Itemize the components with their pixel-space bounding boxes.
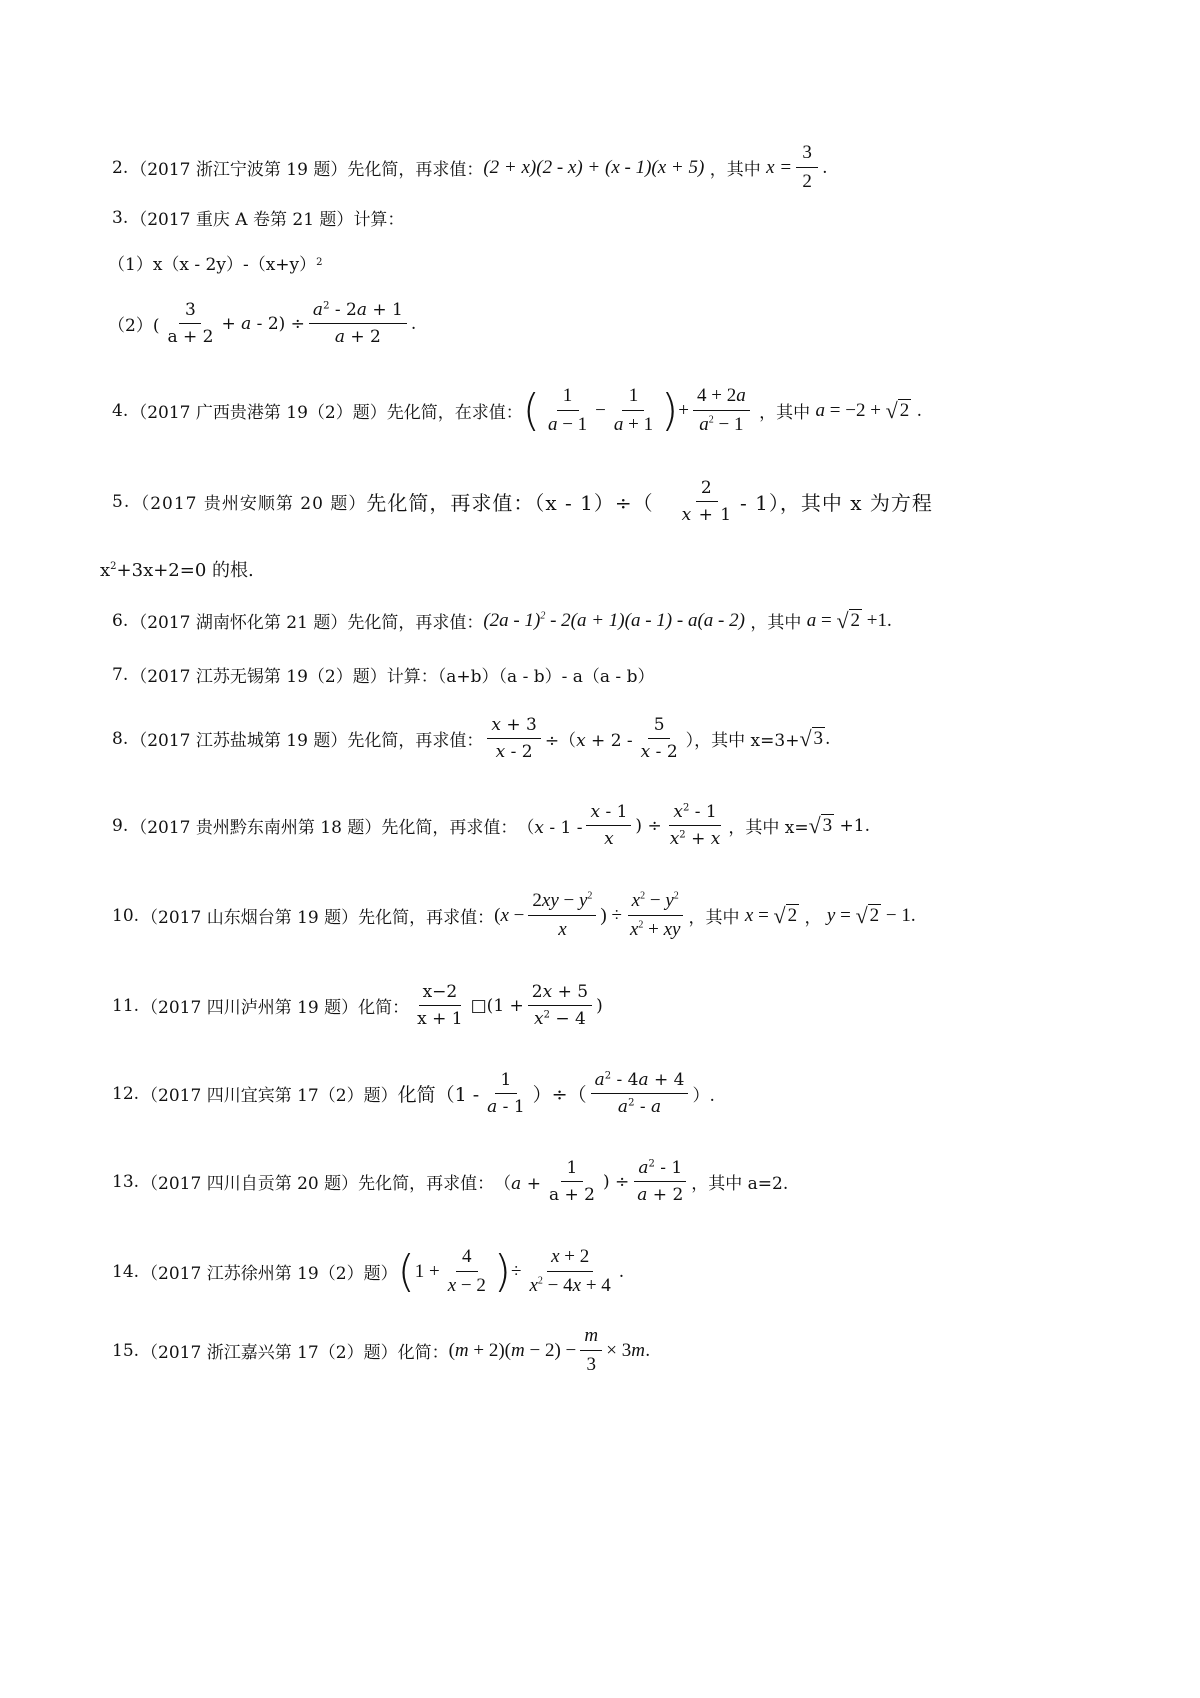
problem-source: （2017 四川宜宾第 17（2）题） (141, 1086, 398, 1106)
problem-text: 化简（1 - (397, 1084, 480, 1106)
problem-source: （2017 江苏徐州第 19（2）题） (141, 1264, 398, 1284)
problem-2: 2. （2017 浙江宁波第 19 题） 先化简，再求值： (2 + x)(2 - x) + (x - 1)(x + 5) ，其中 x = $\frac{3}{2}$ . (112, 142, 828, 192)
problem-text: 先化简，再求值： (358, 908, 495, 928)
problem-number: 15. (112, 1340, 140, 1361)
problem-tail: . (618, 1261, 625, 1282)
problem-number: 11. (112, 995, 140, 1016)
problem-tail: - 1），其中 x 为方程 (740, 491, 933, 515)
fraction: $\frac{1}{a + 2}$ (548, 1158, 595, 1205)
fraction: $\frac{x - 1}{x}$ (586, 802, 631, 849)
problem-number: 13. (112, 1171, 140, 1192)
problem-number: 5. (112, 491, 131, 512)
problem-source: （2017 贵州黔东南州第 18 题） (130, 818, 382, 838)
problem-12 (112, 1070, 715, 1117)
problem-number: 4. (112, 400, 129, 421)
problem-source: （2017 浙江宁波第 19 题） (130, 160, 348, 180)
problem-6: 6. （2017 湖南怀化第 21 题） 先化简，再求值： (2a - 1)$^2$ - 2(a + 1)(a - 1) - a(a - 2) ，其中 a = √ 2 +1. (112, 607, 892, 633)
fraction: $\frac{x^2 - y^2}{x^2 + xy}$ (626, 890, 685, 941)
math-expression: (2 + x)(2 - x) + (x - 1)(x + 5) (483, 156, 705, 178)
problem-number: 12. (112, 1083, 140, 1104)
problem-source: （2017 广西贵港第 19（2）题） (130, 403, 387, 423)
problem-number: 6. (112, 610, 129, 631)
problem-text: 先化简，再求值：（x - 1）÷（ (366, 491, 654, 515)
sqrt: √ 2 (855, 902, 880, 928)
problem-number: 10. (112, 905, 140, 926)
fraction: $\frac{1}{a - 1}$ (487, 1070, 525, 1117)
problem-source: （2017 江苏无锡第 19（2）题） (130, 667, 387, 687)
sqrt: √ 2 (773, 902, 798, 928)
problem-text: 先化简，在求值： (386, 403, 523, 423)
problem-10: 10. （2017 山东烟台第 19 题） 先化简，再求值： (x − $\frac{2xy - y^2}{x}$ ) ÷ $\frac{x^2 - y^2}{x^2 + xy}$ ，其中 x = √ 2 ， y = √ 2 − 1. (112, 890, 916, 940)
problem-tail: . (644, 1340, 651, 1361)
problem-3 (112, 205, 404, 230)
problem-end: ）. (692, 1086, 715, 1106)
problem-text: 化简： (358, 998, 410, 1018)
fraction: $\frac{2}{x + 1}$ (681, 478, 733, 525)
problem-tail: ，其中 a=2. (691, 1174, 789, 1194)
problem-source: （2017 四川泸州第 19 题） (141, 998, 359, 1018)
problem-4: 4. （2017 广西贵港第 19（2）题） 先化简，在求值： ( $\frac{1}{a - 1}$ − $\frac{1}{a + 1}$ ) + $\frac{4 + 2a}{a^2 - 1}$ ，其中 a = −2 + √ 2 . (112, 384, 923, 436)
problem-8: 8. （2017 江苏盐城第 19 题） 先化简，再求值： $\frac{x + 3}{x - 2}$ ÷（x + 2 - $\frac{5}{x - 2}$ ），其中 x=3+ √ 3 . (112, 715, 831, 762)
problem-number: 14. (112, 1261, 140, 1282)
problem-number: 7. (112, 664, 129, 685)
fraction: $\frac{x + 2}{x^2 - 4x + 4}$ (529, 1246, 611, 1296)
sqrt: √ 2 (885, 397, 910, 423)
sqrt: √ 2 (836, 607, 861, 633)
problem-3-part-2: （2）( $\frac{3}{a + 2}$ + a - 2) ÷ $\frac{a^2 - 2a + 1}{a + 2}$ . (108, 300, 417, 347)
problem-source: （2017 山东烟台第 19 题） (141, 908, 359, 928)
problem-text: 先化简，再求值： (347, 731, 484, 751)
fraction: $\frac{a^2 - 2a + 1}{a + 2}$ (309, 300, 407, 347)
problem-11: 11. （2017 四川泸州第 19 题） 化简： $\frac{x-2}{x + 1}$ □(1 + $\frac{2x + 5}{x^2 - 4}$ ) (112, 982, 603, 1029)
math-expression: (2a - 1)$^2$ - 2(a + 1)(a - 1) - a(a - 2) (483, 609, 745, 631)
problem-text: 先化简，再求值： (358, 1174, 495, 1194)
problem-5 (112, 478, 933, 525)
problem-source: （2017 浙江嘉兴第 17（2）题） (141, 1343, 398, 1363)
problem-9: 9. （2017 贵州黔东南州第 18 题） 先化简，再求值： （x - 1 - $\frac{x - 1}{x}$ ) ÷ $\frac{x^2 - 1}{x^2 + x}$ ，其中 x= √ 3 +1. (112, 802, 871, 849)
problem-source: （2017 贵州安顺第 20 题） (132, 494, 367, 514)
problem-source: （2017 四川自贡第 20 题） (141, 1174, 359, 1194)
problem-text: 计算： (353, 210, 405, 230)
fraction: $\frac{a^2 - 1}{a + 2}$ (633, 1158, 687, 1205)
problem-14: 14. （2017 江苏徐州第 19（2）题） ( 1 + $\frac{4}{x - 2}$ ) ÷ $\frac{x + 2}{x^2 - 4x + 4}$ . (112, 1245, 625, 1297)
fraction: $\frac{4 + 2a}{a^2 - 1}$ (693, 385, 750, 436)
problem-number: 9. (112, 815, 129, 836)
problem-15: 15. （2017 浙江嘉兴第 17（2）题） 化简： (m + 2)(m − 2) − $\frac{m}{3}$ × 3m . (112, 1325, 651, 1375)
problem-source: （2017 重庆 A 卷第 21 题） (130, 210, 354, 230)
problem-number: 8. (112, 728, 129, 749)
fraction: $\frac{3}{a + 2}$ (167, 300, 214, 347)
problem-text: 计算：（a+b）（a - b）- a（a - b） (386, 667, 655, 687)
fraction: $\frac{5}{x - 2}$ (640, 715, 678, 762)
fraction: $\frac{2x + 5}{x^2 - 4}$ (528, 982, 592, 1029)
problem-number: 2. (112, 157, 129, 178)
fraction: $\frac{1}{a - 1}$ (547, 385, 588, 435)
problem-number: 3. (112, 207, 129, 228)
fraction: $\frac{2xy - y^2}{x}$ (528, 890, 596, 941)
fraction: $\frac{3}{2}$ (796, 142, 818, 193)
problem-tail: ）÷（ (532, 1084, 587, 1106)
problem-7 (112, 662, 654, 687)
problem-text: 先化简，再求值： (381, 818, 518, 838)
fraction: $\frac{1}{a + 1}$ (613, 385, 654, 435)
fraction: $\frac{x^2 - 1}{x^2 + x}$ (669, 802, 721, 849)
problem-text: 先化简，再求值： (347, 160, 484, 180)
problem-text: 化简： (397, 1343, 449, 1363)
problem-text: 先化简，再求值： (347, 613, 484, 633)
fraction: $\frac{x + 3}{x - 2}$ (487, 715, 540, 762)
problem-5-continued: $x^2+3x+2=0$ 的根. (100, 560, 254, 581)
fraction: $\frac{4}{x - 2}$ (447, 1246, 486, 1296)
problem-source: （2017 湖南怀化第 21 题） (130, 613, 348, 633)
fraction: $\frac{a^2 - 4a + 4}{a^2 - a}$ (591, 1070, 689, 1117)
sqrt: √ 3 (808, 812, 833, 838)
fraction: $\frac{x-2}{x + 1}$ (417, 982, 463, 1029)
sqrt: √ 3 (799, 725, 824, 751)
problem-source: （2017 江苏盐城第 19 题） (130, 731, 348, 751)
problem-3-part-1: （1）x（x - 2y）-（x+y） 2 (108, 255, 323, 275)
fraction: $\frac{m}{3}$ (580, 1325, 602, 1376)
problem-13: 13. （2017 四川自贡第 20 题） 先化简，再求值： （a + $\frac{1}{a + 2}$ ) ÷ $\frac{a^2 - 1}{a + 2}$ ，其中 a=2. (112, 1158, 789, 1205)
